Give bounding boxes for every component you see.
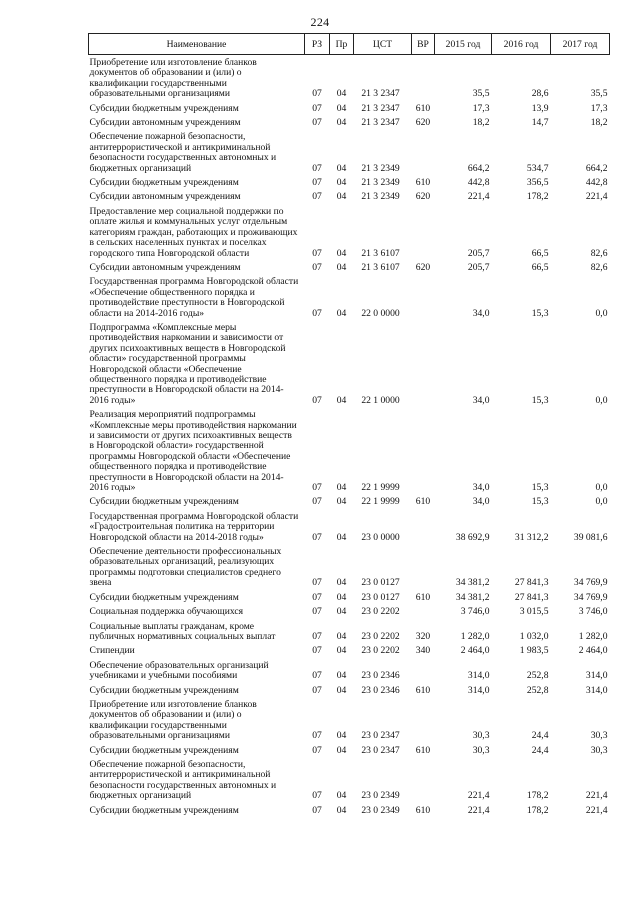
- cell-2017: 34 769,9: [573, 591, 608, 603]
- cell-rz: 07: [312, 630, 322, 642]
- cell-2016: 15,3: [531, 496, 549, 508]
- cell-2015: 3 746,0: [460, 606, 490, 618]
- cell-2015: 221,4: [467, 191, 490, 203]
- cell-name: Социальные выплаты гражданам, кроме публичных нормативных социальных выплат: [89, 620, 276, 642]
- cell-cst: 23 0 2347: [361, 744, 400, 756]
- cell-pr: 04: [336, 670, 347, 682]
- cell-2017: 30,3: [590, 744, 608, 756]
- cell-cst: 23 0 2202: [361, 630, 400, 642]
- cell-2016: 3 015,5: [519, 606, 549, 618]
- cell-2017: 3 746,0: [578, 606, 608, 618]
- cell-vr: 620: [415, 191, 431, 203]
- header-cst: ЦСТ: [354, 34, 412, 55]
- cell-2015: 205,7: [467, 247, 490, 259]
- table-row: [89, 590, 610, 604]
- table-row: [89, 260, 610, 274]
- cell-pr: 04: [336, 261, 347, 273]
- cell-2017: 34 769,9: [573, 577, 608, 589]
- cell-cst: 21 3 2349: [361, 162, 400, 174]
- cell-cst: 23 0 2349: [361, 804, 400, 816]
- cell-2015: 1 282,0: [460, 630, 490, 642]
- header-pr: Пр: [330, 34, 354, 55]
- cell-vr: [412, 604, 435, 618]
- cell-cst: 21 3 6107: [361, 247, 400, 259]
- cell-2015: 17,3: [472, 102, 490, 114]
- cell-pr: 04: [336, 307, 347, 319]
- cell-2017: 82,6: [590, 261, 608, 273]
- cell-vr: 610: [415, 591, 431, 603]
- cell-2016: 24,4: [531, 744, 549, 756]
- cell-name: Государственная программа Новгородской области «Градостроительная политика на территории Новгородской области на 2014-2018 годы»: [89, 510, 299, 543]
- table-row: [89, 658, 610, 683]
- cell-2017: 39 081,6: [573, 531, 608, 543]
- cell-rz: 07: [312, 117, 322, 129]
- cell-name: Государственная программа Новгородской области «Обеспечение общественного порядка и противодействие преступности в Новгородской области на 2014-2016 годы»: [89, 276, 299, 319]
- cell-cst: 23 0 2347: [361, 730, 400, 742]
- cell-cst: 21 3 2347: [361, 102, 400, 114]
- budget-table: [88, 33, 610, 817]
- cell-vr: 610: [415, 684, 431, 696]
- cell-2015: 18,2: [472, 117, 490, 129]
- cell-2015: 442,8: [467, 177, 490, 189]
- header-vr: ВР: [412, 34, 435, 55]
- cell-cst: 23 0 2346: [361, 670, 400, 682]
- cell-2017: 82,6: [590, 247, 608, 259]
- cell-2017: 314,0: [585, 670, 608, 682]
- cell-pr: 04: [336, 577, 347, 589]
- table-row: [89, 619, 610, 644]
- table-row: [89, 743, 610, 757]
- table-row: [89, 697, 610, 743]
- cell-pr: 04: [336, 117, 347, 129]
- cell-2017: 442,8: [585, 177, 608, 189]
- cell-vr: 610: [415, 102, 431, 114]
- table-row: [89, 494, 610, 508]
- table-row: [89, 189, 610, 203]
- cell-rz: 07: [312, 591, 322, 603]
- table-row: [89, 101, 610, 115]
- cell-2016: 15,3: [531, 482, 549, 494]
- cell-name: Субсидии бюджетным учреждениям: [89, 684, 239, 696]
- cell-vr: 340: [415, 645, 431, 657]
- cell-pr: 04: [336, 162, 347, 174]
- cell-rz: 07: [312, 162, 322, 174]
- cell-2017: 18,2: [590, 117, 608, 129]
- cell-name: Приобретение или изготовление бланков документов об образовании и (или) о квалификации государственными образовательными организациями: [89, 698, 257, 742]
- cell-2017: 17,3: [590, 102, 608, 114]
- cell-name: Субсидии бюджетным учреждениям: [89, 804, 239, 816]
- cell-2015: 221,4: [467, 804, 490, 816]
- cell-vr: [412, 658, 435, 683]
- cell-vr: 610: [415, 804, 431, 816]
- cell-2015: 221,4: [467, 790, 490, 802]
- cell-2016: 178,2: [526, 804, 549, 816]
- cell-name: Обеспечение деятельности профессиональных образовательных организаций, реализующих программы подготовки специалистов среднего звена: [89, 546, 282, 589]
- cell-vr: 610: [415, 744, 431, 756]
- cell-pr: 04: [336, 482, 347, 494]
- cell-2016: 534,7: [526, 162, 549, 174]
- cell-2015: 205,7: [467, 261, 490, 273]
- cell-pr: 04: [336, 730, 347, 742]
- cell-name: Субсидии автономным учреждениям: [89, 261, 241, 273]
- cell-2015: 30,3: [472, 744, 490, 756]
- cell-vr: [412, 204, 435, 260]
- cell-rz: 07: [312, 102, 322, 114]
- cell-2016: 28,6: [531, 88, 549, 100]
- cell-2017: 0,0: [595, 394, 608, 406]
- cell-cst: 22 0 0000: [361, 307, 400, 319]
- cell-cst: 23 0 0127: [361, 591, 400, 603]
- cell-2015: 2 464,0: [460, 645, 490, 657]
- cell-name: Субсидии автономным учреждениям: [89, 117, 241, 129]
- cell-name: Обеспечение образовательных организаций учебниками и учебными пособиями: [89, 659, 269, 682]
- cell-pr: 04: [336, 247, 347, 259]
- cell-name: Обеспечение пожарной безопасности, антитеррористической и антикриминальной безопасности государственных автономных и бюджетных организаций: [89, 758, 277, 802]
- cell-pr: 04: [336, 591, 347, 603]
- cell-2017: 221,4: [585, 804, 608, 816]
- table-row: [89, 175, 610, 189]
- cell-2015: 664,2: [467, 162, 490, 174]
- cell-pr: 04: [336, 804, 347, 816]
- cell-vr: [412, 129, 435, 175]
- cell-rz: 07: [312, 684, 322, 696]
- cell-cst: 23 0 2346: [361, 684, 400, 696]
- cell-name: Обеспечение пожарной безопасности, антитеррористической и антикриминальной безопасности государственных автономных и бюджетных организаций: [89, 131, 277, 174]
- cell-2016: 178,2: [526, 790, 549, 802]
- cell-rz: 07: [312, 606, 322, 618]
- cell-cst: 21 3 2349: [361, 177, 400, 189]
- cell-rz: 07: [312, 191, 322, 203]
- table-header: [89, 34, 610, 55]
- cell-vr: 620: [415, 117, 431, 129]
- cell-2017: 314,0: [585, 684, 608, 696]
- cell-rz: 07: [312, 744, 322, 756]
- cell-cst: 22 1 9999: [361, 496, 400, 508]
- table-row: [89, 55, 610, 101]
- cell-name: Приобретение или изготовление бланков документов об образовании и (или) о квалификации государственными образовательными организациями: [89, 57, 257, 100]
- cell-cst: 21 3 2347: [361, 88, 400, 100]
- cell-pr: 04: [336, 645, 347, 657]
- cell-pr: 04: [336, 684, 347, 696]
- cell-2015: 38 692,9: [455, 531, 490, 543]
- cell-rz: 07: [312, 730, 322, 742]
- cell-rz: 07: [312, 645, 322, 657]
- cell-2016: 66,5: [531, 261, 549, 273]
- cell-2015: 314,0: [467, 684, 490, 696]
- cell-cst: 23 0 2202: [361, 645, 400, 657]
- cell-cst: 23 0 2202: [361, 606, 400, 618]
- page-number: 224: [310, 15, 330, 29]
- table-row: [89, 115, 610, 129]
- cell-2016: 252,8: [526, 684, 549, 696]
- cell-2017: 0,0: [595, 482, 608, 494]
- cell-2017: 664,2: [585, 162, 608, 174]
- cell-rz: 07: [312, 531, 322, 543]
- cell-name: Субсидии бюджетным учреждениям: [89, 744, 239, 756]
- cell-2016: 1 983,5: [519, 645, 549, 657]
- cell-vr: 320: [415, 630, 431, 642]
- cell-rz: 07: [312, 177, 322, 189]
- table-row: [89, 683, 610, 697]
- cell-pr: 04: [336, 191, 347, 203]
- cell-name: Реализация мероприятий подпрограммы «Комплексные меры противодействия наркомании и зависимости от других психоактивных веществ в Новгородской области» государственной программы Новгородской области «Обеспечение общественного порядка и противодействие преступности в Новгородской области на 2014-2016 годы»: [89, 409, 297, 494]
- cell-2017: 0,0: [595, 496, 608, 508]
- cell-pr: 04: [336, 531, 347, 543]
- table-row: [89, 757, 610, 803]
- cell-2017: 1 282,0: [578, 630, 608, 642]
- cell-2017: 2 464,0: [578, 645, 608, 657]
- header-2017: 2017 год: [551, 34, 610, 55]
- cell-cst: 21 3 6107: [361, 261, 400, 273]
- table-row: [89, 204, 610, 260]
- cell-rz: 07: [312, 247, 322, 259]
- cell-name: Субсидии бюджетным учреждениям: [89, 591, 239, 603]
- header-name: Наименование: [89, 34, 305, 55]
- cell-pr: 04: [336, 177, 347, 189]
- cell-2016: 178,2: [526, 191, 549, 203]
- cell-name: Субсидии бюджетным учреждениям: [89, 496, 239, 508]
- cell-pr: 04: [336, 630, 347, 642]
- table-body: [89, 55, 610, 818]
- cell-vr: [412, 757, 435, 803]
- cell-2017: 221,4: [585, 790, 608, 802]
- table-row: [89, 320, 610, 407]
- cell-vr: 610: [415, 177, 431, 189]
- cell-2016: 13,9: [531, 102, 549, 114]
- cell-name: Социальная поддержка обучающихся: [89, 606, 244, 618]
- cell-2017: 30,3: [590, 730, 608, 742]
- cell-2015: 34 381,2: [455, 591, 490, 603]
- table-row: [89, 643, 610, 657]
- cell-2017: 0,0: [595, 307, 608, 319]
- cell-2016: 27 841,3: [514, 591, 549, 603]
- cell-cst: 23 0 0000: [361, 531, 400, 543]
- cell-2016: 15,3: [531, 307, 549, 319]
- cell-pr: 04: [336, 102, 347, 114]
- cell-pr: 04: [336, 394, 347, 406]
- cell-pr: 04: [336, 790, 347, 802]
- cell-2015: 34,0: [472, 307, 490, 319]
- cell-pr: 04: [336, 88, 347, 100]
- cell-rz: 07: [312, 394, 322, 406]
- cell-rz: 07: [312, 307, 322, 319]
- cell-2015: 34,0: [472, 482, 490, 494]
- cell-name: Субсидии бюджетным учреждениям: [89, 177, 239, 189]
- header-2015: 2015 год: [435, 34, 492, 55]
- cell-cst: 22 1 9999: [361, 482, 400, 494]
- cell-vr: [412, 544, 435, 590]
- cell-2015: 34 381,2: [455, 577, 490, 589]
- cell-name: Подпрограмма «Комплексные меры противодействия наркомании и зависимости от других психоактивных веществ в Новгородской области» государственной программы Новгородской области «Обеспечение общественного порядка и противодействие преступности в Новгородской области на 2014-2016 годы»: [89, 321, 286, 406]
- cell-vr: [412, 407, 435, 494]
- cell-2016: 14,7: [531, 117, 549, 129]
- cell-name: Стипендии: [89, 645, 135, 657]
- cell-vr: [412, 55, 435, 101]
- cell-name: Предоставление мер социальной поддержки по оплате жилья и коммунальных услуг отдельным категориям граждан, работающих и проживающих в сельских населенных пунктах и поселках городского типа Новгородской области: [89, 205, 298, 259]
- cell-name: Субсидии бюджетным учреждениям: [89, 102, 239, 114]
- cell-2015: 35,5: [472, 88, 490, 100]
- cell-2015: 314,0: [467, 670, 490, 682]
- cell-vr: 610: [415, 496, 431, 508]
- cell-rz: 07: [312, 577, 322, 589]
- table-row: [89, 509, 610, 544]
- cell-cst: 21 3 2347: [361, 117, 400, 129]
- cell-pr: 04: [336, 744, 347, 756]
- cell-2016: 356,5: [526, 177, 549, 189]
- cell-cst: 22 1 0000: [361, 394, 400, 406]
- cell-cst: 23 0 0127: [361, 577, 400, 589]
- header-2016: 2016 год: [492, 34, 551, 55]
- cell-2016: 66,5: [531, 247, 549, 259]
- table-row: [89, 544, 610, 590]
- cell-rz: 07: [312, 482, 322, 494]
- table-row: [89, 129, 610, 175]
- cell-2016: 15,3: [531, 394, 549, 406]
- cell-rz: 07: [312, 261, 322, 273]
- cell-rz: 07: [312, 804, 322, 816]
- cell-2015: 34,0: [472, 394, 490, 406]
- table-row: [89, 604, 610, 618]
- cell-2016: 1 032,0: [519, 630, 549, 642]
- cell-pr: 04: [336, 606, 347, 618]
- cell-vr: 620: [415, 261, 431, 273]
- cell-vr: [412, 697, 435, 743]
- cell-vr: [412, 320, 435, 407]
- cell-2016: 24,4: [531, 730, 549, 742]
- cell-2016: 252,8: [526, 670, 549, 682]
- table-row: [89, 803, 610, 817]
- cell-2016: 31 312,2: [514, 531, 549, 543]
- cell-cst: 21 3 2349: [361, 191, 400, 203]
- cell-rz: 07: [312, 790, 322, 802]
- cell-2016: 27 841,3: [514, 577, 549, 589]
- cell-vr: [412, 509, 435, 544]
- table-row: [89, 407, 610, 494]
- cell-2017: 221,4: [585, 191, 608, 203]
- header-rz: РЗ: [305, 34, 330, 55]
- cell-2017: 35,5: [590, 88, 608, 100]
- cell-vr: [412, 274, 435, 320]
- table-row: [89, 274, 610, 320]
- cell-rz: 07: [312, 88, 322, 100]
- cell-pr: 04: [336, 496, 347, 508]
- cell-cst: 23 0 2349: [361, 790, 400, 802]
- cell-2015: 30,3: [472, 730, 490, 742]
- cell-rz: 07: [312, 496, 322, 508]
- cell-name: Субсидии автономным учреждениям: [89, 191, 241, 203]
- cell-2015: 34,0: [472, 496, 490, 508]
- cell-rz: 07: [312, 670, 322, 682]
